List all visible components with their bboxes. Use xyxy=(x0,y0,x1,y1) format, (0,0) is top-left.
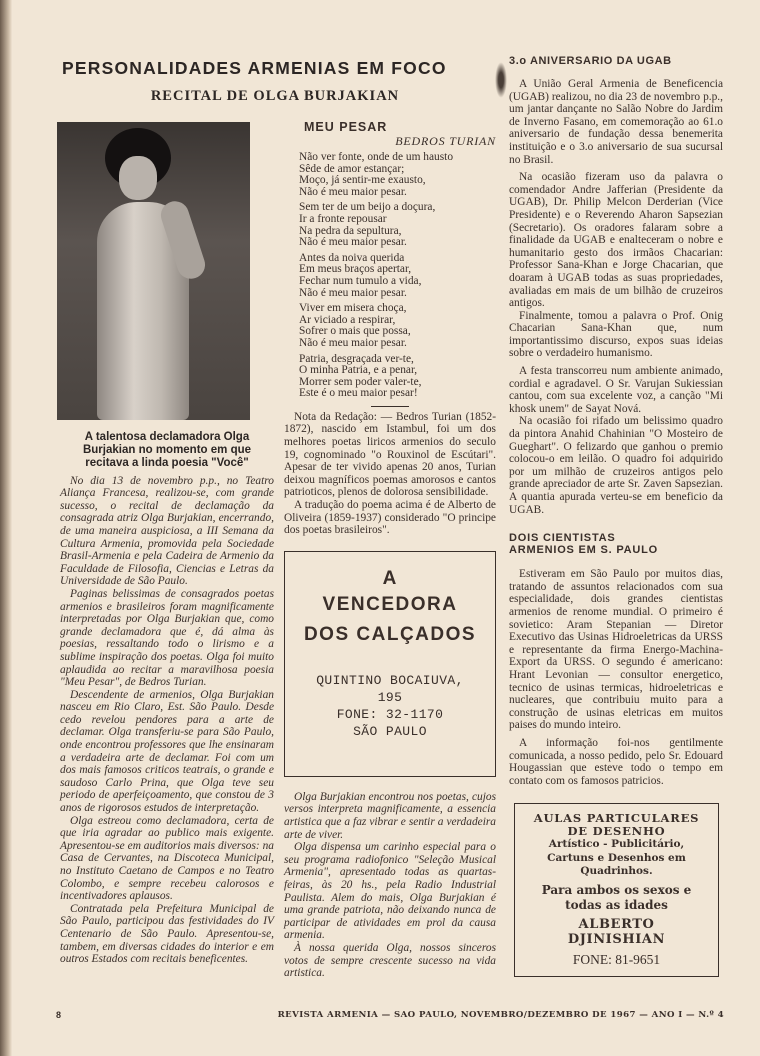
paragraph: Olga Burjakian encontrou nos poetas, cujos versos interpreta magnificamente, a essencia artistica que a faz vibrar e sentir a verdadeira arte de viver. xyxy=(284,790,496,841)
poem-line: Moço, já sentir-me exausto, xyxy=(299,174,426,187)
ad-name: DJINISHIAN xyxy=(567,932,666,948)
photo-olga-burjakian xyxy=(57,122,250,420)
paragraph: Estiveram em São Paulo por muitos dias, tratando de assuntos relacionados com sua especialidade, dois grandes cientistas armenios de renome mundial. O primeiro é sovietico: Aram Stepanian — Diretor Executivo das Usinas Hidroeletricas da URSS e representante da firma Energo-Machina-Export da URSS. O segundo é americano: Hrant Levonian — consultor energetico, tecnico de usinas termicas, hidroeletricas e nucleares, que contribuiu muito para a construção de usinas eletricas em muitos paises do mundo inteiro. xyxy=(509,568,723,732)
left-column xyxy=(60,431,274,966)
article-continuation xyxy=(284,791,496,980)
poem-title: MEU PESAR xyxy=(304,120,388,134)
paragraph: À nossa querida Olga, nossos sinceros votos de sempre crescente sucesso na vida artistica. xyxy=(284,941,496,980)
poem-stanza xyxy=(299,253,496,299)
ad-city: SÃO PAULO xyxy=(353,723,427,739)
ad-line: VENCEDORA xyxy=(322,593,458,615)
poem xyxy=(299,152,496,404)
right-column xyxy=(509,55,723,977)
ad-aulas-desenho xyxy=(514,803,719,977)
middle-column xyxy=(284,120,496,980)
poem-line: Ar viciado a respirar, xyxy=(299,313,396,326)
cientistas-title xyxy=(509,532,723,556)
ad-line: DE DESENHO xyxy=(567,824,666,839)
poem-line: Antes da noiva querida xyxy=(299,251,405,264)
ad-vencedora-dos-calcados xyxy=(284,551,496,777)
paragraph: A informação foi-nos gentilmente comunicada, a nosso pedido, pelo Sr. Edouard Hougassian que esteve todo o tempo em contato com os famosos patricios. xyxy=(509,736,723,787)
ad-line: Artístico - Publicitário, xyxy=(548,838,685,851)
ad-line: Quadrinhos. xyxy=(580,865,653,878)
paragraph: Olga dispensa um carinho especial para o seu programa radiofonico "Seleção Musical Armenia", apresentado todas as quartas-feiras, às 20 hs., pela Radio Industrial Paulista. Alem do mais, Olga Burjakian é uma grande patriota, não deixando nunca de participar de atividades em prol da causa armenia. xyxy=(284,841,496,942)
poem-line: Não é meu maior pesar. xyxy=(299,185,407,198)
page-binding-edge xyxy=(0,0,12,1056)
publication-footer: REVISTA ARMENIA — SAO PAULO, NOVEMBRO/DEZEMBRO DE 1967 — ANO I — N.º 4 xyxy=(277,1010,724,1020)
poem-stanza xyxy=(299,202,496,248)
paragraph: Nota da Redação: — Bedros Turian (1852-1872), nascido em Istambul, foi um dos melhores poetas liricos armenios do seculo 19, cognominado "o Rouxinol de Escútari". Apesar de ter vivido apenas 20 anos, Turian deixou magníficos poemas amorosos e cantos patrioticos, plenos de dolorosa sensibilidade. xyxy=(284,410,496,499)
poem-author: BEDROS TURIAN xyxy=(395,134,496,148)
photo-face xyxy=(119,156,157,200)
poem-line: Na pedra da sepultura, xyxy=(299,224,402,237)
poem-line: Sofrer o mais que possa, xyxy=(299,325,411,338)
poem-line: Fechar num tumulo a vida, xyxy=(299,274,422,287)
ad-line: DOS CALÇADOS xyxy=(303,623,477,645)
poem-line: Sêde de amor estançar; xyxy=(299,162,405,175)
page-title: PERSONALIDADES ARMENIAS EM FOCO xyxy=(62,58,447,78)
poem-stanza xyxy=(299,303,496,349)
ad-number: 195 xyxy=(377,689,403,705)
paragraph: Paginas belissimas de consagrados poetas armenios e brasileiros foram magnificamente interpretadas por Olga Burjakian que, como grande declamadora que é, dá alma às poesias, ressaltando todo o lirismo e a sublime inspiração dos poetas. Olga foi muito aplaudida ao recitar a maravilhosa poesia "Meu Pesar", de Bedros Turian. xyxy=(60,587,274,689)
divider xyxy=(371,406,409,407)
ad-line: todas as idades xyxy=(565,897,668,912)
ad-line: Para ambos os sexos e xyxy=(541,882,692,897)
poem-line: Patria, desgraçada ver-te, xyxy=(299,352,414,365)
editor-note xyxy=(284,411,496,537)
poem-line: O minha Patria, e a penar, xyxy=(299,364,418,377)
paragraph: Finalmente, tomou a palavra o Prof. Onig Chacarian Sana-Khan que, num importantissimo discurso, expos suas ideias sobre o verdadeiro humanismo. xyxy=(509,309,723,360)
paragraph: Na ocasião foi rifado um belissimo quadro da pintora Anahid Chahinian "O Mosteiro de Gueghart". O felizardo que ganhou o premio colocou-o em leilão. O quadro foi adquirido por um milhão de cruzeiros antigos pelo grande apreciador de arte Sr. Zaven Sapsezian. A quantia apurada verteu-se em beneficio da UGAB. xyxy=(509,415,723,516)
ad-line: AULAS PARTICULARES xyxy=(533,811,700,826)
poem-line: Não é meu maior pesar. xyxy=(299,236,407,249)
poem-line: Sem ter de um beijo a doçura, xyxy=(299,201,436,214)
paragraph: Na ocasião fizeram uso da palavra o comendador Andre Jafferian (Presidente da UGAB), Dr. Philip Melcon Derderian (Vice Presidente) e o Reverendo Aharon Sapsezian (Secretario). Os oradores falaram sobre a finalidade da UGAB e enalteceram o nobre e humanitario gesto dos irmãos Chacarian: Professor Sana-Khan e Jorge Chacarian, que doaram à UGAB todas as suas propriedades, avaliadas em mais de um bilhão de cruzeiros antigos. xyxy=(509,171,723,310)
poem-line: Este é o meu maior pesar! xyxy=(299,387,418,400)
poem-line: Não é meu maior pesar. xyxy=(299,286,407,299)
paragraph: A tradução do poema acima é de Alberto de Oliveira (1859-1937) considerado "O principe dos poetas brasileiros". xyxy=(284,499,496,537)
poem-line: Não é meu maior pesar. xyxy=(299,336,407,349)
ugab-article xyxy=(509,78,723,516)
article-subtitle: RECITAL DE OLGA BURJAKIAN xyxy=(150,88,400,104)
poem-line: Viver em misera choça, xyxy=(299,302,407,315)
poem-line: Não ver fonte, onde de um hausto xyxy=(299,151,454,163)
paragraph: Contratada pela Prefeitura Municipal de São Paulo, participou das festividades do IV Centenario de São Paulo. Apresentou-se, tambem, em diversas cidades do interior e em outros Estados com recitais beneficentes. xyxy=(60,902,274,966)
title-line: ARMENIOS EM S. PAULO xyxy=(509,544,659,557)
paragraph: Descendente de armenios, Olga Burjakian nasceu em Rio Claro, Est. São Paulo. Desde cedo revelou pendores para a arte de declamar. Olga transferiu-se para São Paulo, onde encontrou professores que lhe ensinaram a verdadeira arte de declamar. Foi com um dos mais famosos criticos teatrais, o grande e saudoso Carlo Prina, que Olga teve seu periodo de aperfeiçoamento, que constou de 3 anos de rigorosos estudos de interpretação. xyxy=(60,688,274,815)
page-number: 8 xyxy=(56,1010,62,1020)
paragraph: Olga estreou como declamadora, certa de que iria agradar ao publico mais exigente. Apresentou-se em auditorios mais diversos: na Casa de Cervantes, na Discoteca Municipal, no Instituto Caetano de Campos e no Teatro Colombo, e sempre recebeu calorosos e incentivadores aplausos. xyxy=(60,814,274,903)
poem-line: Em meus braços apertar, xyxy=(299,263,412,276)
poem-stanza xyxy=(299,354,496,400)
ugab-title: 3.o ANIVERSARIO DA UGAB xyxy=(509,55,672,67)
poem-stanza xyxy=(299,152,496,198)
ad-line: Cartuns e Desenhos em xyxy=(547,851,686,864)
ad-phone: FONE: 32-1170 xyxy=(336,706,444,722)
poem-line: Ir a fronte repousar xyxy=(299,212,387,225)
photo-caption: A talentosa declamadora Olga Burjakian no momento em que recitava a linda poesia "Você" xyxy=(82,431,252,470)
paragraph: A festa transcorreu num ambiente animado, cordial e agradavel. O Sr. Varujan Sukiessian cantou, com sua excelente voz, a canção "Mi khosk unem" de Sayat Nová. xyxy=(509,365,723,415)
ad-street: QUINTINO BOCAIUVA, xyxy=(316,672,464,688)
paragraph: No dia 13 de novembro p.p., no Teatro Aliança Francesa, realizou-se, com grande sucesso, o recital de declamação da consagrada atriz Olga Burjakian, encerrando, de uma maneira auspiciosa, a III Semana da Cultura Armenia, promovida pela Sociedade Brasil-Armenia e pela Cadeira de Armenio da Faculdade de Filosofia, Ciencias e Letras da Universidade de São Paulo. xyxy=(60,474,274,588)
left-article xyxy=(60,475,274,966)
ad-line: A xyxy=(382,567,398,589)
paragraph: A União Geral Armenia de Beneficencia (UGAB) realizou, no dia 23 de novembro p.p., um jantar dançante no Salão Nobre do Jardim de Inverno Fasano, em comemoração ao 61.o aniversario de fundação dessa benemerita instituição e o 3.o aniversario de sua sucursal no Brasil. xyxy=(509,78,723,166)
ad-name: ALBERTO xyxy=(578,916,655,932)
print-smudge xyxy=(495,62,507,98)
cientistas-article xyxy=(509,568,723,787)
title-line: DOIS CIENTISTAS xyxy=(509,532,616,545)
ad-phone: FONE: 81-9651 xyxy=(572,951,661,967)
poem-line: Morrer sem poder valer-te, xyxy=(299,375,422,388)
